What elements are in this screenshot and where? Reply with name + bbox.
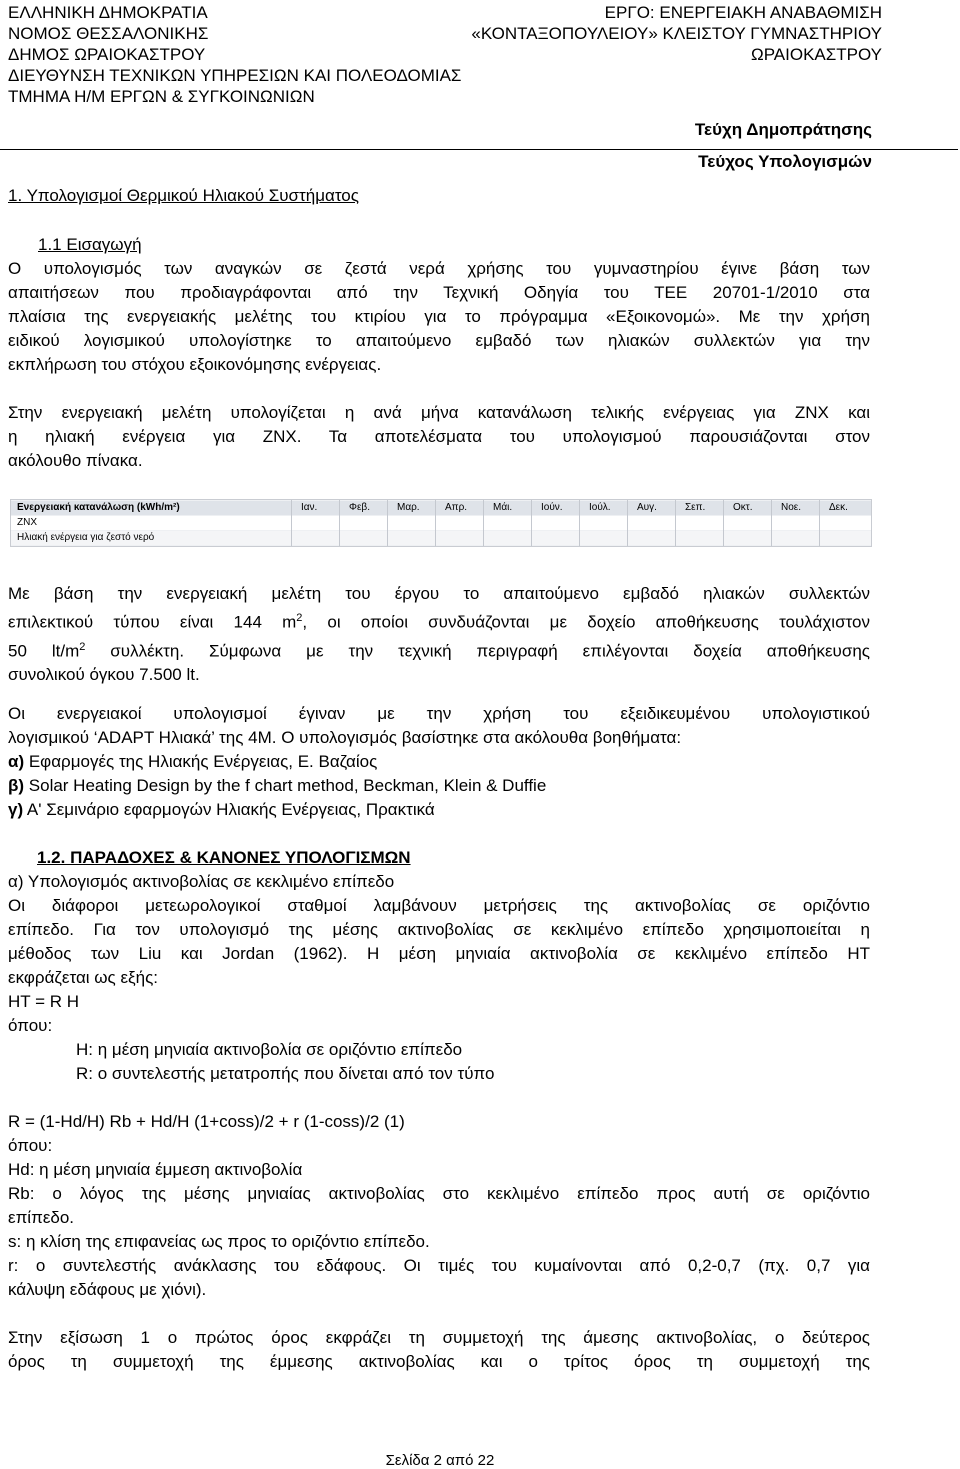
formula-r: R = (1-Hd/H) Rb + Hd/H (1+coss)/2 + r (1-coss)/2 (1) [8,1112,405,1131]
text-fragment: , οι οποίοι συνδυάζονται με δοχείο αποθήκευσης τουλάχιστον [302,612,870,632]
table-header-cell: Ιαν. [301,502,318,513]
table-header-row [11,501,871,515]
subsection-title [38,233,142,257]
text-line: Ο υπολογισμός των αναγκών σε ζεστά νερά χρήσης του γυμναστηρίου έγινε βάση των [8,259,870,278]
text-line: Στην εξίσωση 1 ο πρώτος όρος εκφράζει τη συμμετοχή της άμεσης ακτινοβολίας, ο δεύτερος [8,1328,870,1347]
header-right [471,2,882,65]
header-line: ΤΜΗΜΑ Η/Μ ΕΡΓΩΝ & ΣΥΓΚΟΙΝΩΝΙΩΝ [8,87,315,106]
text-line: Στην ενεργειακή μελέτη υπολογίζεται η ανά μήνα κατανάλωση τελικής ενέργειας για ΖΝΧ και [8,403,870,422]
reference-label: α) [8,752,25,771]
table-header-cell: Φεβ. [349,502,370,513]
text-line: λογισμικού ‘ADAPT Ηλιακά’ της 4Μ. Ο υπολογισμός βασίστηκε στα ακόλουθα βοηθήματα: [8,728,682,747]
text-line: όρος τη συμμετοχή της έμμεσης ακτινοβολίας και ο τρίτος όρος τη συμμετοχή της [8,1352,870,1371]
text-line: Με βάση την ενεργειακή μελέτη του έργου το απαιτούμενο εμβαδό ηλιακών συλλεκτών [8,584,870,603]
text-fragment: 50 lt/m [8,641,80,661]
table-divider [339,500,340,546]
text-line: Οι διάφοροι μετεωρολογικοί σταθμοί λαμβάνουν μετρήσεις της ακτινοβολίας σε οριζόντιο [8,896,870,915]
text-line: ειδικού λογισμικού υπολογίστηκε το απαιτούμενο εμβαδό των ηλιακών συλλεκτών για την [8,331,870,350]
table-divider [627,500,628,546]
text-line: εκπλήρωση του στόχου εξοικονόμησης ενέργειας. [8,355,382,374]
section-title: 1. Υπολογισμοί Θερμικού Ηλιακού Συστήματος [8,186,359,205]
definitions-list-2 [8,1158,870,1302]
software-paragraph [8,702,870,750]
collector-paragraph [8,582,870,687]
text-line: Οι ενεργειακοί υπολογισμοί έγιναν με την χρήση του εξειδικευμένου υπολογιστικού [8,704,870,723]
table-row [11,531,871,545]
text-line: εκφράζεται ως εξής: [8,968,159,987]
table-header-cell: Οκτ. [733,502,753,513]
where-label: όπου: [8,1016,53,1035]
subsection2-title [37,846,411,870]
header-line: ΔΙΕΥΘΥΝΣΗ ΤΕΧΝΙΚΩΝ ΥΠΗΡΕΣΙΩΝ ΚΑΙ ΠΟΛΕΟΔΟΜΙΑΣ [8,66,462,85]
table-divider [483,500,484,546]
table-divider [819,500,820,546]
formula-ht: HT = R H [8,992,80,1011]
project-line: «ΚΟΝΤΑΞΟΠΟΥΛΕΙΟΥ» ΚΛΕΙΣΤΟΥ ΓΥΜΝΑΣΤΗΡΙΟΥ [471,24,882,43]
where-label: όπου: [8,1136,53,1155]
definitions-list-1 [76,1038,494,1086]
reference-text: Α' Σεμινάριο εφαρμογών Ηλιακής Ενέργειας, Πρακτικά [23,800,435,819]
reference-list [8,750,546,822]
energy-table [10,499,872,547]
reference-item [8,798,546,822]
intro-paragraph [8,257,870,377]
definition-item: R: ο συντελεστής μετατροπής που δίνεται από τον τύπο [76,1064,495,1083]
header-line: ΝΟΜΟΣ ΘΕΣΣΑΛΟΝΙΚΗΣ [8,24,209,43]
definition-item: επίπεδο. [8,1208,75,1227]
table-divider [387,500,388,546]
page-footer: Σελίδα 2 από 22 [385,1452,495,1469]
radiation-paragraph [8,894,870,990]
reference-label: γ) [8,800,24,819]
table-divider [531,500,532,546]
reference-item [8,774,546,798]
table-header-cell: Μάι. [493,502,513,513]
header-left [8,2,461,107]
table-row-label: ΖΝΧ [17,517,37,528]
project-line: ΩΡΑΙΟΚΑΣΤΡΟΥ [751,45,882,64]
table-divider [675,500,676,546]
reference-text: Solar Heating Design by the f chart method, Beckman, Klein & Duffie [24,776,547,795]
results-paragraph [8,401,870,473]
definition-item: Rb: ο λόγος της μέσης μηνιαίας ακτινοβολίας στο κεκλιμένο επίπεδο προς αυτή σε οριζόντιο [8,1184,870,1203]
table-header-cell: Ενεργειακή κατανάλωση (kWh/m²) [17,502,180,513]
definition-item: κάλυψη εδάφους με χιόνι). [8,1280,207,1299]
text-fragment: συλλέκτη. Σύμφωνα με την τεχνική περιγραφή επιλέγονται δοχεία αποθήκευσης [85,641,870,661]
superscript: 2 [296,612,303,624]
definition-item: Hd: η μέση μηνιαία έμμεση ακτινοβολία [8,1160,303,1179]
text-line [8,606,870,635]
equation-explanation-paragraph [8,1326,870,1374]
table-divider [723,500,724,546]
table-header-cell: Ιούλ. [589,502,611,513]
text-line: η ηλιακή ενέργεια για ΖΝΧ. Τα αποτελέσματα του υπολογισμού παρουσιάζονται στον [8,427,870,446]
reference-label: β) [8,776,25,795]
table-row-label: Ηλιακή ενέργεια για ζεστό νερό [17,532,155,543]
definition-item: s: η κλίση της επιφανείας ως προς το οριζόντιο επίπεδο. [8,1232,430,1251]
header-rule [0,149,958,150]
subsection2-title-text: 1.2. ΠΑΡΑΔΟΧΕΣ & ΚΑΝΟΝΕΣ ΥΠΟΛΟΓΙΣΜΩΝ [37,848,411,867]
text-line: επίπεδο. Για τον υπολογισμό της μέσης ακτινοβολίας σε κεκλιμένο επίπεδο χρησιμοποιείται η [8,920,870,939]
table-header-cell: Απρ. [445,502,468,513]
table-divider [579,500,580,546]
subsection-title-text: 1.1 Εισαγωγή [38,235,142,254]
table-header-cell: Ιούν. [541,502,563,513]
table-divider [291,500,292,546]
text-line: μέθοδος των Liu και Jordan (1962). Η μέση μηνιαία ακτινοβολία σε κεκλιμένο επίπεδο ΗΤ [8,944,870,963]
table-divider [435,500,436,546]
text-fragment: επιλεκτικού τύπου είναι 144 m [8,612,297,632]
header-line: ΔΗΜΟΣ ΩΡΑΙΟΚΑΣΤΡΟΥ [8,45,206,64]
table-divider [771,500,772,546]
text-line: ακόλουθο πίνακα. [8,451,143,470]
definition-item: r: ο συντελεστής ανάκλασης του εδάφους. Οι τιμές του κυμαίνονται από 0,2-0,7 (πχ. 0,7 για [8,1256,870,1275]
superscript: 2 [79,640,86,653]
reference-item [8,750,546,774]
table-header-cell: Νοε. [781,502,802,513]
header-line: ΕΛΛΗΝΙΚΗ ΔΗΜΟΚΡΑΤΙΑ [8,3,208,22]
document-tag-calculations: Τεύχος Υπολογισμών [698,152,872,171]
text-line: πλαίσια της ενεργειακής μελέτης του κτιρίου για το πρόγραμμα «Εξοικονομώ». Με την χρήση [8,307,870,326]
table-header-cell: Σεπ. [685,502,706,513]
text-line [8,635,870,664]
text-line: συνολικού όγκου 7.500 lt. [8,665,200,685]
table-header-cell: Μαρ. [397,502,420,513]
table-header-cell: Αυγ. [637,502,657,513]
definition-item: H: η μέση μηνιαία ακτινοβολία σε οριζόντιο επίπεδο [76,1040,463,1059]
subheading-a: α) Υπολογισμός ακτινοβολίας σε κεκλιμένο επίπεδο [8,872,395,891]
table-row [11,516,871,530]
text-line: απαιτήσεων που προδιαγράφονται από την Τεχνική Οδηγία του ΤΕΕ 20701-1/2010 στα [8,283,870,302]
document-tag-auction: Τεύχη Δημοπράτησης [694,120,872,139]
table-header-cell: Δεκ. [829,502,848,513]
reference-text: Εφαρμογές της Ηλιακής Ενέργειας, Ε. Βαζαίος [24,752,378,771]
project-line: ΕΡΓΟ: ΕΝΕΡΓΕΙΑΚΗ ΑΝΑΒΑΘΜΙΣΗ [604,3,882,22]
